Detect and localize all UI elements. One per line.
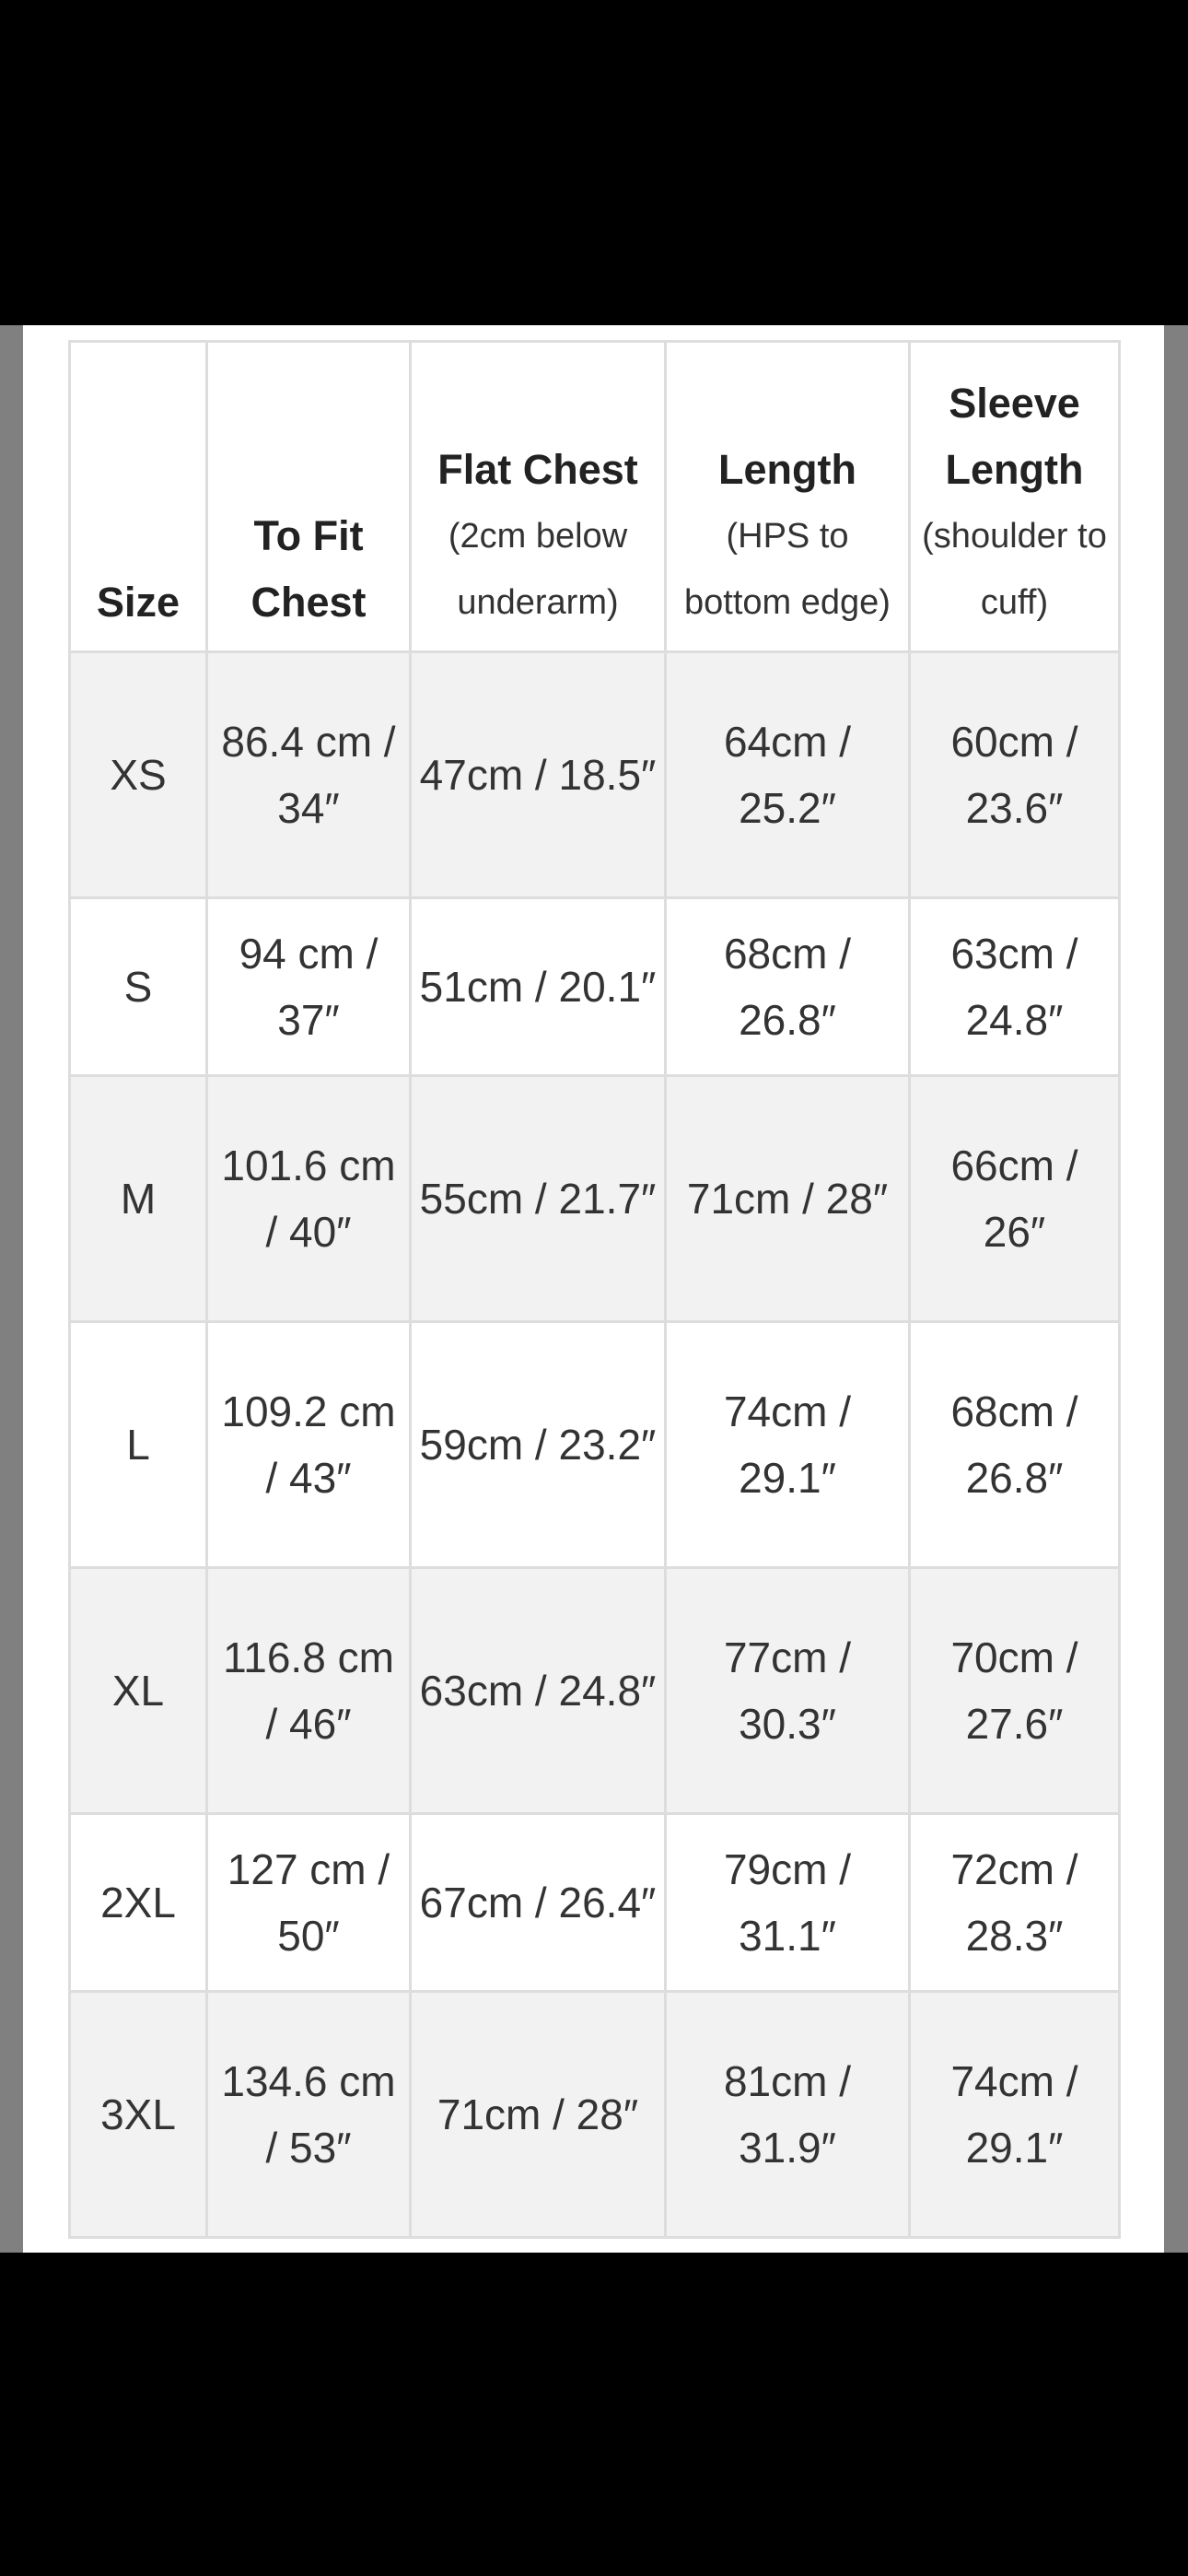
to-fit-chest-value: 127 cm / 50″ (227, 1845, 390, 1960)
header-length (666, 342, 910, 652)
length-cell (666, 1076, 910, 1322)
flat-chest-value: 63cm / 24.8″ (419, 1667, 657, 1715)
length-cell (666, 1992, 910, 2238)
content-area (0, 325, 1188, 2253)
length-cell (666, 1568, 910, 1814)
sleeve-length-cell (910, 898, 1120, 1076)
to-fit-chest-value: 109.2 cm / 43″ (221, 1388, 396, 1502)
sleeve-length-cell (910, 1076, 1120, 1322)
flat-chest-cell (411, 1076, 666, 1322)
size-chart-panel (23, 325, 1164, 2253)
flat-chest-value: 59cm / 23.2″ (419, 1421, 657, 1469)
header-length-label: Length (718, 446, 856, 493)
flat-chest-cell (411, 1322, 666, 1568)
flat-chest-value: 55cm / 21.7″ (419, 1175, 657, 1223)
flat-chest-cell (411, 898, 666, 1076)
to-fit-chest-cell (207, 898, 411, 1076)
flat-chest-cell (411, 1992, 666, 2238)
flat-chest-value: 47cm / 18.5″ (419, 751, 657, 799)
to-fit-chest-cell (207, 1992, 411, 2238)
to-fit-chest-cell (207, 1076, 411, 1322)
flat-chest-value: 71cm / 28″ (437, 2090, 639, 2138)
length-cell (666, 898, 910, 1076)
length-value: 68cm / 26.8″ (723, 930, 852, 1044)
size-cell (70, 1322, 207, 1568)
table-row (70, 1076, 1120, 1322)
flat-chest-value: 51cm / 20.1″ (419, 963, 657, 1011)
to-fit-chest-cell (207, 1814, 411, 1992)
header-sleeve-length (910, 342, 1120, 652)
size-value: 2XL (100, 1879, 176, 1926)
to-fit-chest-value: 116.8 cm / 46″ (223, 1633, 394, 1748)
header-flat-chest-note: (2cm below underarm) (448, 517, 628, 622)
flat-chest-cell (411, 652, 666, 898)
sleeve-length-cell (910, 1568, 1120, 1814)
sleeve-length-value: 66cm / 26″ (950, 1142, 1078, 1256)
to-fit-chest-value: 94 cm / 37″ (239, 930, 379, 1044)
size-value: M (120, 1175, 157, 1223)
bottom-black-bar (0, 2253, 1188, 2576)
size-cell (70, 1076, 207, 1322)
table-row (70, 1814, 1120, 1992)
size-cell (70, 1568, 207, 1814)
header-to-fit-chest-label: To Fit Chest (250, 512, 367, 626)
size-cell (70, 1992, 207, 2238)
header-size (70, 342, 207, 652)
to-fit-chest-value: 134.6 cm / 53″ (221, 2057, 396, 2172)
size-value: XS (110, 751, 167, 799)
flat-chest-cell (411, 1568, 666, 1814)
header-length-note: (HPS to bottom edge) (684, 517, 891, 622)
table-row (70, 898, 1120, 1076)
header-to-fit-chest (207, 342, 411, 652)
length-value: 74cm / 29.1″ (723, 1388, 852, 1502)
top-black-bar (0, 0, 1188, 325)
table-row (70, 652, 1120, 898)
sleeve-length-cell (910, 1992, 1120, 2238)
length-cell (666, 1814, 910, 1992)
length-value: 77cm / 30.3″ (723, 1633, 852, 1748)
size-cell (70, 652, 207, 898)
flat-chest-value: 67cm / 26.4″ (419, 1879, 657, 1926)
size-cell (70, 1814, 207, 1992)
sleeve-length-cell (910, 652, 1120, 898)
size-value: S (123, 963, 153, 1011)
length-value: 64cm / 25.2″ (723, 718, 852, 832)
table-row (70, 1568, 1120, 1814)
header-sleeve-length-label: Sleeve Length (945, 380, 1084, 493)
header-row (70, 342, 1120, 652)
header-size-label: Size (96, 579, 181, 626)
to-fit-chest-cell (207, 652, 411, 898)
length-value: 81cm / 31.9″ (723, 2057, 852, 2172)
table-row (70, 1322, 1120, 1568)
size-value: L (126, 1421, 150, 1469)
length-value: 71cm / 28″ (686, 1175, 889, 1223)
table-row (70, 1992, 1120, 2238)
to-fit-chest-cell (207, 1568, 411, 1814)
sleeve-length-value: 68cm / 26.8″ (950, 1388, 1078, 1502)
sleeve-length-cell (910, 1322, 1120, 1568)
sleeve-length-value: 70cm / 27.6″ (950, 1633, 1078, 1748)
flat-chest-cell (411, 1814, 666, 1992)
header-flat-chest-label: Flat Chest (437, 446, 638, 493)
sleeve-length-value: 60cm / 23.6″ (950, 718, 1078, 832)
sleeve-length-cell (910, 1814, 1120, 1992)
size-cell (70, 898, 207, 1076)
sleeve-length-value: 63cm / 24.8″ (950, 930, 1078, 1044)
size-value: 3XL (100, 2090, 176, 2138)
size-value: XL (111, 1667, 165, 1715)
sleeve-length-value: 74cm / 29.1″ (950, 2057, 1078, 2172)
length-value: 79cm / 31.1″ (723, 1845, 852, 1960)
length-cell (666, 652, 910, 898)
to-fit-chest-value: 101.6 cm / 40″ (221, 1142, 396, 1256)
to-fit-chest-cell (207, 1322, 411, 1568)
header-flat-chest (411, 342, 666, 652)
header-sleeve-length-note: (shoulder to cuff) (922, 517, 1107, 622)
to-fit-chest-value: 86.4 cm / 34″ (221, 718, 396, 832)
size-chart-table (68, 340, 1121, 2239)
length-cell (666, 1322, 910, 1568)
sleeve-length-value: 72cm / 28.3″ (950, 1845, 1078, 1960)
